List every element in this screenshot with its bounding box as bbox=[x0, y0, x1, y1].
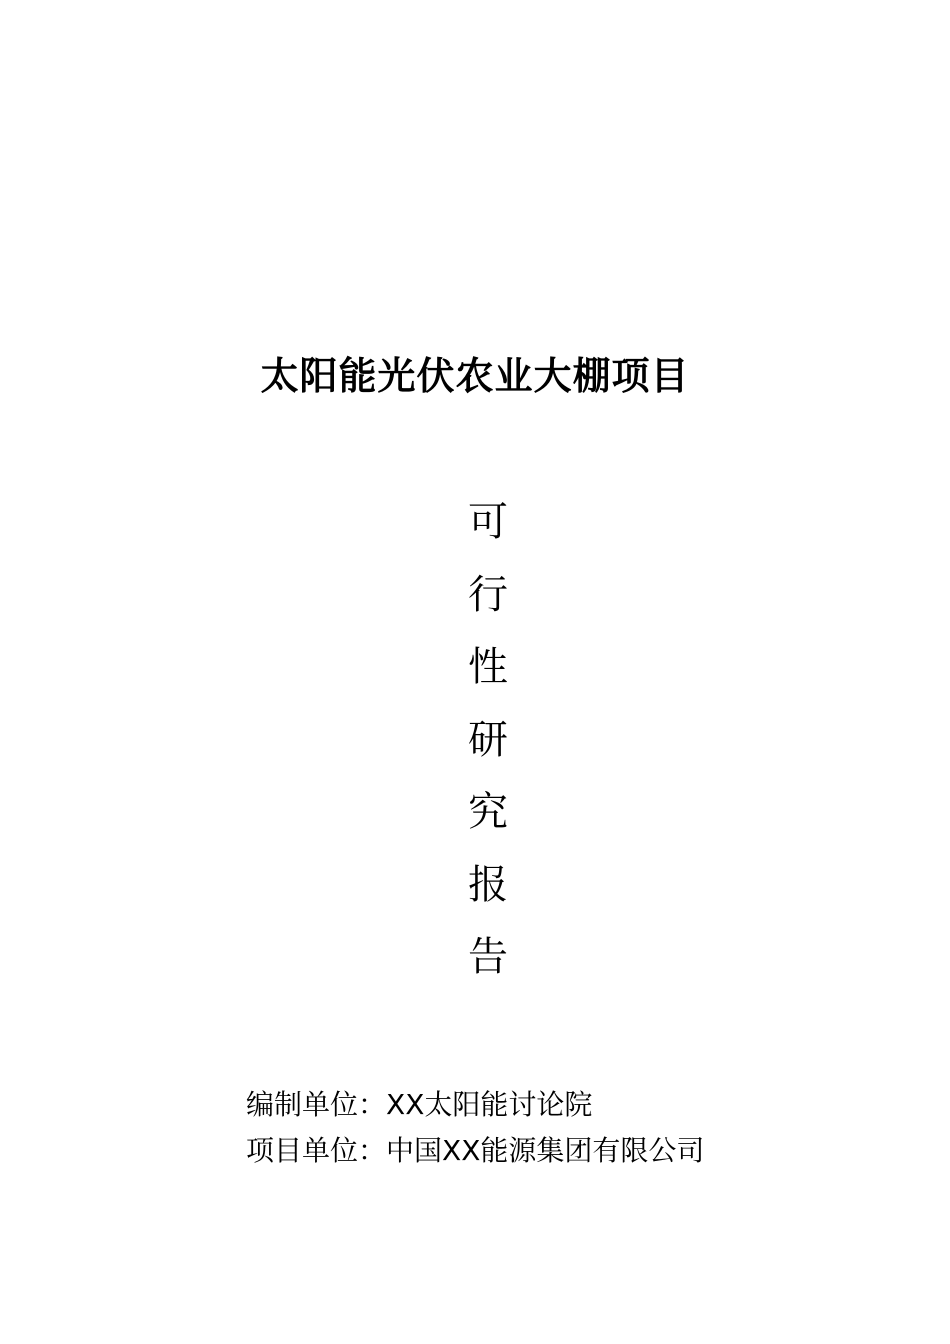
meta-project-unit-label: 项目单位： bbox=[246, 1134, 387, 1167]
meta-project-unit-row bbox=[246, 1131, 704, 1177]
report-type-vertical bbox=[462, 496, 514, 1004]
report-type-char: 可 bbox=[468, 499, 508, 545]
report-type-char: 研 bbox=[468, 716, 508, 763]
report-type-char: 报 bbox=[468, 861, 508, 908]
report-type-char: 究 bbox=[468, 789, 508, 835]
document-meta bbox=[246, 1085, 704, 1177]
meta-compiler-value: XX太阳能讨论院 bbox=[386, 1088, 593, 1121]
meta-compiler-label: 编制单位： bbox=[246, 1088, 387, 1121]
meta-project-unit-value: 中国XX能源集团有限公司 bbox=[386, 1134, 705, 1167]
report-type-char: 行 bbox=[468, 571, 508, 618]
report-type-char: 性 bbox=[468, 644, 508, 690]
report-type-char: 告 bbox=[468, 934, 508, 980]
document-title: 太阳能光伏农业大棚项目 bbox=[260, 354, 690, 398]
meta-compiler-row bbox=[246, 1085, 704, 1131]
